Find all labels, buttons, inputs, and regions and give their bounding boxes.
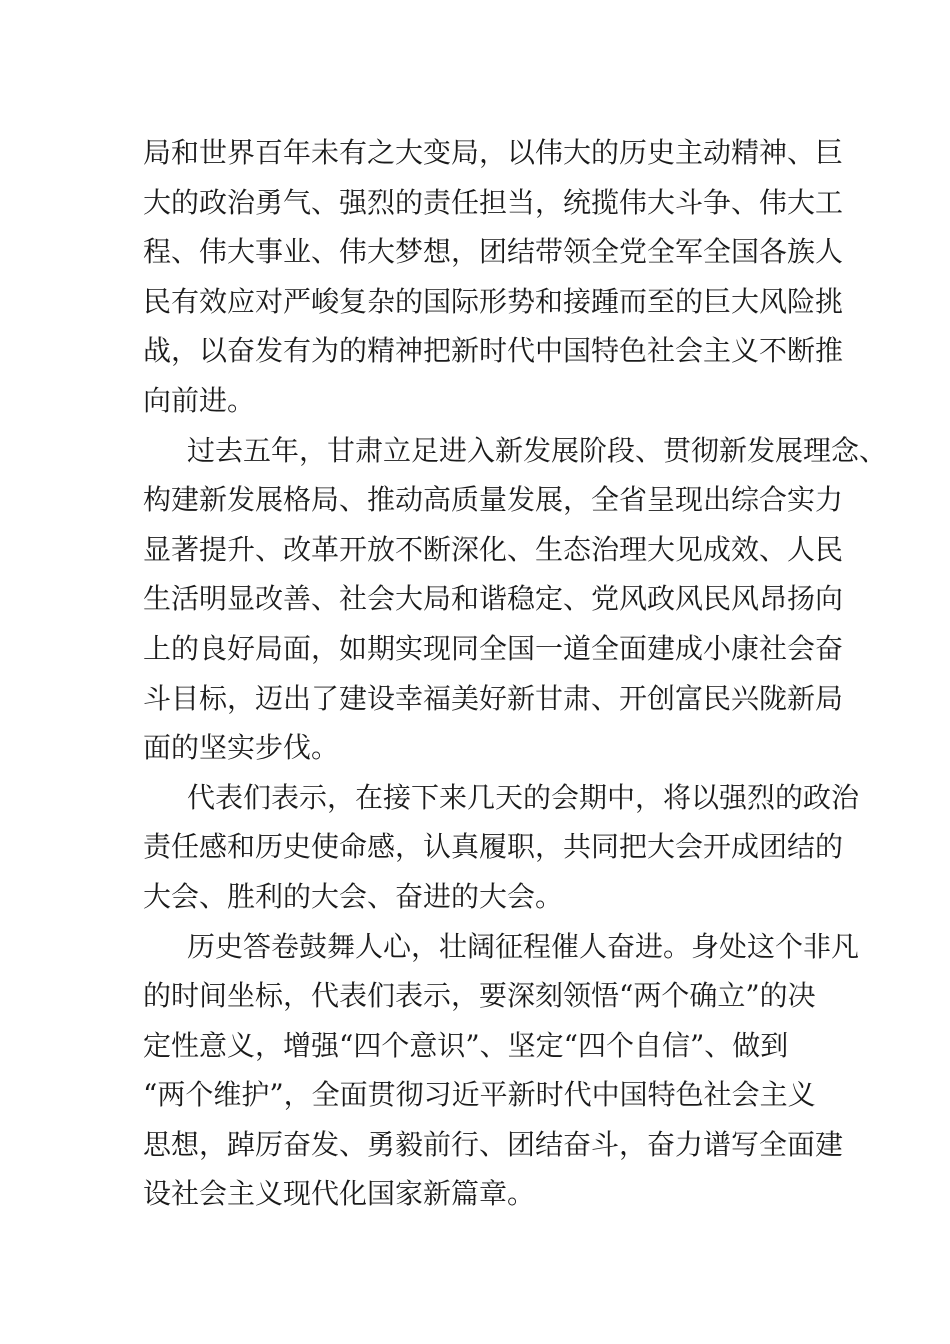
text-line: 生活明显改善、社会大局和谐稳定、党风政风民风昂扬向	[143, 582, 844, 616]
paragraph-2	[143, 426, 888, 773]
text-line: “两个维护”，全面贯彻习近平新时代中国特色社会主义	[143, 1078, 816, 1112]
text-line: 的时间坐标，代表们表示，要深刻领悟“两个确立”的决	[143, 979, 816, 1013]
text-line: 上的良好局面，如期实现同全国一道全面建成小康社会奋	[143, 631, 844, 665]
text-line: 大的政治勇气、强烈的责任担当，统揽伟大斗争、伟大工	[143, 185, 844, 219]
text-line: 局和世界百年未有之大变局，以伟大的历史主动精神、巨	[143, 136, 844, 169]
text-line: 责任感和历史使命感，认真履职，共同把大会开成团结的	[143, 830, 844, 864]
paragraph-1	[143, 128, 844, 426]
text-line: 向前进。	[143, 383, 256, 417]
text-line: 面的坚实步伐。	[143, 731, 340, 765]
text-line: 过去五年，甘肃立足进入新发展阶段、贯彻新发展理念、	[187, 433, 888, 467]
text-line: 设社会主义现代化国家新篇章。	[143, 1177, 536, 1211]
text-line: 历史答卷鼓舞人心，壮阔征程催人奋进。身处这个非凡	[187, 929, 860, 963]
text-line: 构建新发展格局、推动高质量发展，全省呈现出综合实力	[143, 483, 844, 517]
text-line: 民有效应对严峻复杂的国际形势和接踵而至的巨大风险挑	[143, 284, 844, 318]
text-line: 斗目标，迈出了建设幸福美好新甘肃、开创富民兴陇新局	[143, 681, 844, 715]
paragraph-3	[143, 773, 860, 922]
text-line: 显著提升、改革开放不断深化、生态治理大见成效、人民	[143, 532, 844, 566]
text-line: 定性意义，增强“四个意识”、坚定“四个自信”、做到	[143, 1028, 789, 1062]
text-line: 战，以奋发有为的精神把新时代中国特色社会主义不断推	[143, 334, 844, 368]
paragraph-4	[143, 922, 860, 1220]
text-line: 大会、胜利的大会、奋进的大会。	[143, 879, 564, 913]
document-body	[143, 128, 888, 1219]
text-line: 程、伟大事业、伟大梦想，团结带领全党全军全国各族人	[143, 235, 844, 269]
text-line: 代表们表示，在接下来几天的会期中，将以强烈的政治	[187, 780, 860, 814]
text-line: 思想，踔厉奋发、勇毅前行、团结奋斗，奋力谱写全面建	[143, 1127, 844, 1161]
